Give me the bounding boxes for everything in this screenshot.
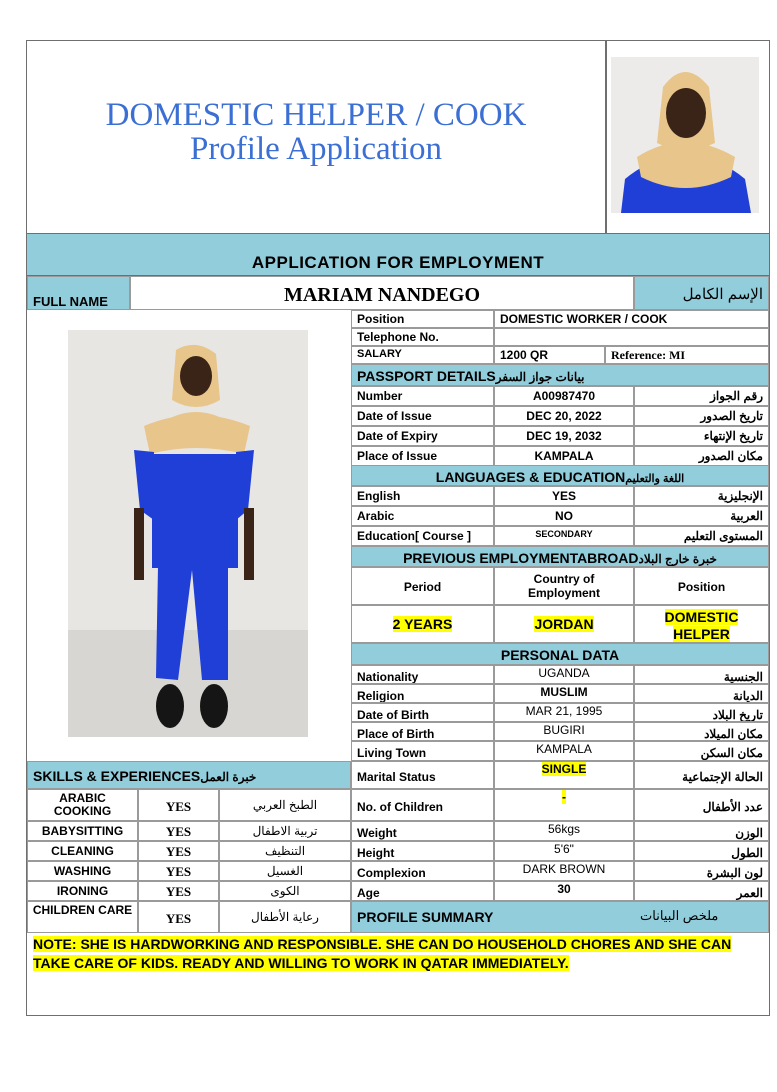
full-name-label: FULL NAME: [27, 276, 130, 310]
passport-row-value: KAMPALA: [494, 446, 634, 466]
personal-row-label-ar: الحالة الإجتماعية: [634, 761, 769, 789]
personal-row-value: MAR 21, 1995: [525, 704, 603, 718]
period-value-cell: [351, 605, 494, 643]
passport-row-label: Place of Issue: [351, 446, 494, 466]
portrait-illustration: [611, 57, 759, 213]
skill-row-label-ar: تربية الاطفال: [219, 821, 351, 841]
passport-title: PASSPORT DETAILS: [357, 368, 496, 384]
position-value: DOMESTIC WORKER / COOK: [494, 310, 769, 328]
profile-summary-title: PROFILE SUMMARY: [357, 909, 494, 925]
language-row-label: Education[ Course ]: [351, 526, 494, 546]
reference-value: Reference: MI: [605, 346, 769, 364]
position-header: Position: [634, 567, 769, 605]
language-row-label-ar: العربية: [634, 506, 769, 526]
passport-row-label: Date of Expiry: [351, 426, 494, 446]
note-text: NOTE: SHE IS HARDWORKING AND RESPONSIBLE. SHE CAN DO HOUSEHOLD CHORES AND SHE CAN TAKE CARE OF KIDS. READY AND WILLING TO WORK IN QATAR IMMEDIATELY.: [33, 936, 732, 971]
languages-title-ar: اللغة والتعليم: [625, 473, 685, 485]
skill-row-value: YES: [138, 881, 219, 901]
personal-row-value: UGANDA: [538, 666, 590, 680]
note-text-box: [33, 935, 769, 973]
skill-row-value: YES: [138, 789, 219, 821]
personal-row-value-cell: [494, 665, 634, 684]
languages-title: LANGUAGES & EDUCATION: [435, 469, 626, 485]
personal-row-label: Date of Birth: [351, 703, 494, 722]
personal-row-label-ar: الديانة: [634, 684, 769, 703]
personal-row-value-cell: [494, 789, 634, 821]
skill-row-value: YES: [138, 821, 219, 841]
personal-row-value-cell: [494, 722, 634, 741]
skill-row-label: IRONING: [27, 881, 138, 901]
country-header: [494, 567, 634, 605]
skill-row-label-ar: الكوى: [219, 881, 351, 901]
previous-position-value: DOMESTIC HELPER: [664, 609, 739, 642]
skill-row-label-ar: التنظيف: [219, 841, 351, 861]
page-title: DOMESTIC HELPER / COOK: [105, 97, 527, 133]
personal-row-label: Age: [351, 881, 494, 901]
passport-row-value: DEC 19, 2032: [494, 426, 634, 446]
language-row-value: NO: [494, 506, 634, 526]
personal-row-value-cell: [494, 684, 634, 703]
personal-row-value: KAMPALA: [536, 742, 592, 756]
full-body-photo: [68, 330, 308, 737]
passport-row-value: DEC 20, 2022: [494, 406, 634, 426]
personal-row-label: Complexion: [351, 861, 494, 881]
skill-row-value: YES: [138, 861, 219, 881]
skill-row-label: ARABIC COOKING: [27, 789, 138, 821]
telephone-label: Telephone No.: [351, 328, 494, 346]
languages-section-header: [351, 465, 769, 486]
personal-row-label: Height: [351, 841, 494, 861]
passport-row-label-ar: رقم الجواز: [634, 386, 769, 406]
personal-row-value-cell: [494, 861, 634, 881]
personal-row-label: Living Town: [351, 741, 494, 761]
personal-data-header: PERSONAL DATA: [351, 643, 769, 665]
language-row-label-ar: الإنجليزية: [634, 486, 769, 506]
personal-row-value-cell: [494, 881, 634, 901]
language-row-label: Arabic: [351, 506, 494, 526]
personal-row-label-ar: عدد الأطفال: [634, 789, 769, 821]
personal-row-label: Place of Birth: [351, 722, 494, 741]
previous-title-ar: خبرة خارج البلاد: [638, 552, 717, 566]
personal-row-value-cell: [494, 841, 634, 861]
skill-row-label: WASHING: [27, 861, 138, 881]
personal-row-label-ar: العمر: [634, 881, 769, 901]
skills-section-header: [27, 761, 351, 789]
passport-title-ar: بيانات جواز السفر: [495, 370, 585, 384]
period-value: 2 YEARS: [392, 616, 453, 632]
passport-row-label: Date of Issue: [351, 406, 494, 426]
passport-section-header: [351, 364, 769, 386]
skills-title: SKILLS & EXPERIENCES: [33, 768, 201, 784]
personal-row-value: -: [562, 790, 566, 804]
personal-row-label: Weight: [351, 821, 494, 841]
position-label: Position: [351, 310, 494, 328]
full-name-value: MARIAM NANDEGO: [130, 276, 634, 310]
profile-summary-title-ar: ملخص البيانات: [640, 908, 719, 923]
language-row-value: YES: [494, 486, 634, 506]
passport-row-label: Number: [351, 386, 494, 406]
skill-row-label-ar: رعاية الأطفال: [219, 901, 351, 933]
salary-label: SALARY: [351, 346, 494, 364]
profile-summary-header: [351, 901, 769, 933]
application-banner: [27, 234, 769, 276]
passport-row-label-ar: تاريخ الإنتهاء: [634, 426, 769, 446]
personal-row-label-ar: لون البشرة: [634, 861, 769, 881]
passport-row-value: A00987470: [494, 386, 634, 406]
skills-title-ar: خبرة العمل: [200, 770, 257, 784]
country-header-text: Country of Employment: [527, 572, 600, 601]
personal-row-value-cell: [494, 703, 634, 722]
passport-row-label-ar: تاريخ الصدور: [634, 406, 769, 426]
skill-row-label-ar: الغسيل: [219, 861, 351, 881]
skill-row-value: YES: [138, 841, 219, 861]
personal-row-value: 5'6": [554, 842, 574, 856]
personal-row-value-cell: [494, 741, 634, 761]
personal-row-label-ar: الطول: [634, 841, 769, 861]
skill-row-label: CLEANING: [27, 841, 138, 861]
previous-title: PREVIOUS EMPLOYMENTABROAD: [403, 550, 639, 566]
language-row-value: SECONDARY: [494, 526, 634, 546]
skill-row-label-ar: الطبخ العربي: [219, 789, 351, 821]
country-value-cell: [494, 605, 634, 643]
personal-row-label-ar: الوزن: [634, 821, 769, 841]
telephone-value: [494, 328, 769, 346]
personal-row-label: Marital Status: [351, 761, 494, 789]
personal-row-value: DARK BROWN: [522, 862, 606, 876]
personal-row-label: Nationality: [351, 665, 494, 684]
banner-title: APPLICATION FOR EMPLOYMENT: [251, 253, 545, 272]
skill-row-label: CHILDREN CARE: [27, 901, 138, 933]
personal-row-value-cell: [494, 761, 634, 789]
full-name-label-ar: الإسم الكامل: [634, 276, 769, 310]
position-value-cell: [634, 605, 769, 643]
personal-row-value: MUSLIM: [540, 685, 588, 699]
personal-row-value: BUGIRI: [543, 723, 585, 737]
language-row-label: English: [351, 486, 494, 506]
skill-row-value: YES: [138, 901, 219, 933]
salary-value: 1200 QR: [494, 346, 605, 364]
personal-row-value: 30: [557, 882, 571, 896]
personal-row-value-cell: [494, 821, 634, 841]
country-value: JORDAN: [534, 616, 594, 632]
portrait-photo: [611, 57, 759, 213]
personal-row-label-ar: مكان الميلاد: [634, 722, 769, 741]
skill-row-label: BABYSITTING: [27, 821, 138, 841]
personal-row-label-ar: مكان السكن: [634, 741, 769, 761]
personal-row-label-ar: الجنسية: [634, 665, 769, 684]
passport-row-label-ar: مكان الصدور: [634, 446, 769, 466]
personal-row-value: SINGLE: [541, 762, 587, 776]
personal-row-label: Religion: [351, 684, 494, 703]
page-subtitle: Profile Application: [189, 131, 443, 167]
personal-row-value: 56kgs: [547, 822, 581, 836]
language-row-label-ar: المستوى التعليم: [634, 526, 769, 546]
header-title-box: [26, 40, 606, 234]
period-header: Period: [351, 567, 494, 605]
previous-employment-header: [351, 546, 769, 567]
personal-row-label-ar: تاريخ البلاد: [634, 703, 769, 722]
full-body-illustration: [68, 330, 308, 737]
personal-row-label: No. of Children: [351, 789, 494, 821]
